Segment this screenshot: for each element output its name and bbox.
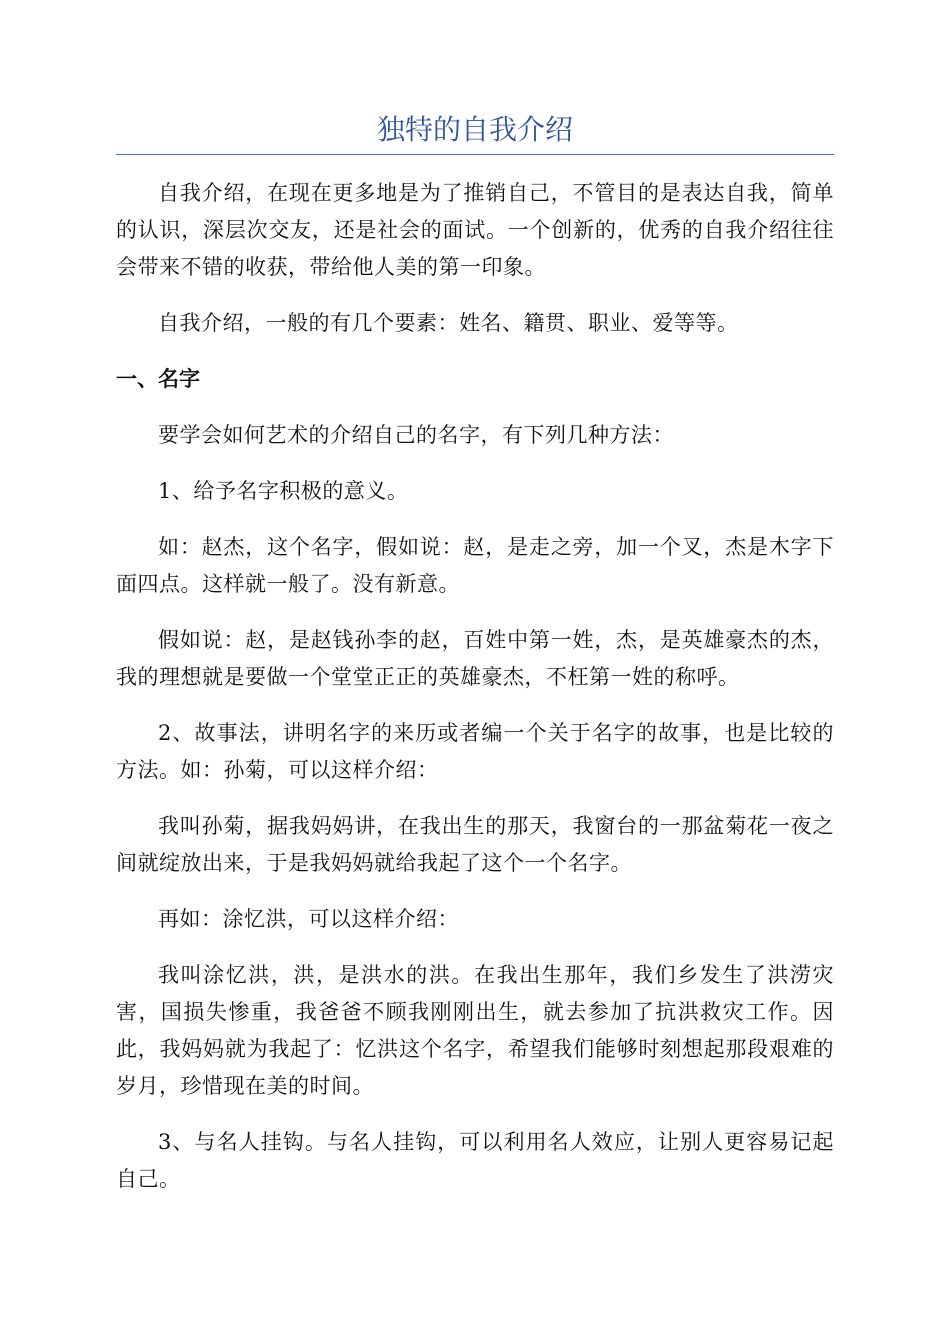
section-paragraph: 如：赵杰，这个名字，假如说：赵，是走之旁，加一个叉，杰是木字下面四点。这样就一般了。没有新意。 bbox=[116, 535, 834, 596]
section-paragraph: 3、与名人挂钩。与名人挂钩，可以利用名人效应，让别人更容易记起自己。 bbox=[116, 1130, 834, 1191]
section-paragraph: 我叫孙菊，据我妈妈讲，在我出生的那天，我窗台的一那盆菊花一夜之间就绽放出来，于是我妈妈就给我起了这个一个名字。 bbox=[116, 814, 834, 875]
section-paragraph: 要学会如何艺术的介绍自己的名字，有下列几种方法： bbox=[158, 423, 674, 447]
section-paragraph: 我叫涂忆洪，洪，是洪水的洪。在我出生那年，我们乡发生了洪涝灾害，国损失惨重，我爸爸不顾我刚刚出生，就去参加了抗洪救灾工作。因此，我妈妈就为我起了：忆洪这个名字，希望我们能够时刻想起那段艰难的岁月，珍惜现在美的时间。 bbox=[116, 963, 834, 1098]
section-paragraph: 2、故事法，讲明名字的来历或者编一个关于名字的故事，也是比较的方法。如：孙菊，可以这样介绍： bbox=[116, 721, 834, 782]
section-paragraph: 假如说：赵，是赵钱孙李的赵，百姓中第一姓，杰，是英雄豪杰的杰，我的理想就是要做一个堂堂正正的英雄豪杰，不枉第一姓的称呼。 bbox=[116, 628, 834, 689]
title-underline bbox=[116, 154, 834, 155]
intro-paragraph-2: 自我介绍，一般的有几个要素：姓名、籍贯、职业、爱等等。 bbox=[158, 311, 739, 335]
document-page bbox=[116, 108, 834, 1217]
section-heading-name: 一、名字 bbox=[116, 367, 200, 391]
section-paragraph: 再如：涂忆洪，可以这样介绍： bbox=[158, 907, 459, 931]
section-paragraph: 1、给予名字积极的意义。 bbox=[158, 479, 409, 503]
intro-paragraph-1: 自我介绍，在现在更多地是为了推销自己，不管目的是表达自我，简单的认识，深层次交友，还是社会的面试。一个创新的，优秀的自我介绍往往会带来不错的收获，带给他人美的第一印象。 bbox=[116, 181, 834, 279]
document-title: 独特的自我介绍 bbox=[376, 113, 573, 146]
